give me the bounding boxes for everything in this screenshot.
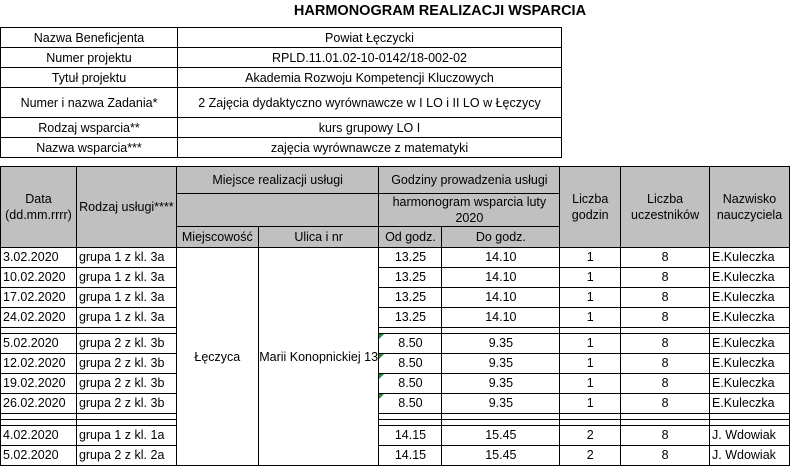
cell-to[interactable]: 9.35 xyxy=(442,354,560,374)
info-row xyxy=(1,48,562,68)
cell-date[interactable]: 24.02.2020 xyxy=(1,308,77,328)
info-label: Nazwa Beneficjenta xyxy=(1,28,178,48)
cell-participants[interactable]: 8 xyxy=(621,288,710,308)
cell-date[interactable]: 10.02.2020 xyxy=(1,268,77,288)
info-row xyxy=(1,28,562,48)
cell-hour-count[interactable]: 1 xyxy=(560,248,621,268)
cell-date[interactable]: 5.02.2020 xyxy=(1,334,77,354)
info-value[interactable]: kurs grupowy LO I xyxy=(178,118,562,138)
cell-service-type[interactable]: grupa 2 z kl. 3b xyxy=(76,334,176,354)
cell-teacher[interactable]: E.Kuleczka xyxy=(710,354,790,374)
project-info-table xyxy=(0,27,562,158)
cell-hour-count[interactable]: 1 xyxy=(560,394,621,414)
cell-street[interactable]: Marii Konopnickiej 13 xyxy=(258,248,379,466)
cell-date[interactable]: 12.02.2020 xyxy=(1,354,77,374)
cell-participants[interactable]: 8 xyxy=(621,394,710,414)
info-value[interactable]: Powiat Łęczycki xyxy=(178,28,562,48)
table-row xyxy=(1,334,790,354)
cell-to[interactable]: 9.35 xyxy=(442,334,560,354)
page-title: HARMONOGRAM REALIZACJI WSPARCIA xyxy=(293,3,587,19)
cell-service-type[interactable]: grupa 1 z kl. 3a xyxy=(76,248,176,268)
cell-participants[interactable]: 8 xyxy=(621,354,710,374)
info-row xyxy=(1,68,562,88)
column-header-service-type: Rodzaj usługi**** xyxy=(76,167,176,248)
schedule-table xyxy=(0,166,790,466)
cell-to[interactable]: 14.10 xyxy=(442,268,560,288)
cell-hour-count[interactable]: 1 xyxy=(560,288,621,308)
cell-date[interactable]: 4.02.2020 xyxy=(1,426,77,446)
cell-from[interactable]: 13.25 xyxy=(379,288,442,308)
cell-teacher[interactable]: E.Kuleczka xyxy=(710,308,790,328)
cell-teacher[interactable]: E.Kuleczka xyxy=(710,268,790,288)
info-value[interactable]: zajęcia wyrównawcze z matematyki xyxy=(178,138,562,158)
table-row xyxy=(1,288,790,308)
cell-teacher[interactable]: E.Kuleczka xyxy=(710,394,790,414)
column-header-date: Data (dd.mm.rrrr) xyxy=(1,167,77,248)
cell-service-type[interactable]: grupa 2 z kl. 3b xyxy=(76,354,176,374)
cell-service-type[interactable]: grupa 1 z kl. 3a xyxy=(76,308,176,328)
cell-service-type[interactable]: grupa 1 z kl. 3a xyxy=(76,268,176,288)
column-header-street: Ulica i nr xyxy=(258,227,379,248)
table-row xyxy=(1,426,790,446)
info-label: Numer i nazwa Zadania* xyxy=(1,88,178,118)
cell-hour-count[interactable]: 1 xyxy=(560,354,621,374)
cell-service-type[interactable]: grupa 2 z kl. 3b xyxy=(76,394,176,414)
cell-date[interactable]: 3.02.2020 xyxy=(1,248,77,268)
table-row xyxy=(1,354,790,374)
cell-teacher[interactable]: J. Wdowiak xyxy=(710,426,790,446)
cell-to[interactable]: 14.10 xyxy=(442,288,560,308)
cell-participants[interactable]: 8 xyxy=(621,308,710,328)
cell-to[interactable]: 14.10 xyxy=(442,308,560,328)
cell-teacher[interactable]: E.Kuleczka xyxy=(710,248,790,268)
column-header-location: Miejsce realizacji usługi xyxy=(176,167,379,194)
cell-service-type[interactable]: grupa 1 z kl. 1a xyxy=(76,426,176,446)
info-value[interactable]: 2 Zajęcia dydaktyczno wyrównawcze w I LO i II LO w Łęczycy xyxy=(178,88,562,118)
cell-date[interactable]: 17.02.2020 xyxy=(1,288,77,308)
table-row xyxy=(1,248,790,268)
info-label: Numer projektu xyxy=(1,48,178,68)
column-header-location-blank xyxy=(176,194,379,227)
cell-service-type[interactable]: grupa 1 z kl. 3a xyxy=(76,288,176,308)
cell-from[interactable]: 14.15 xyxy=(379,426,442,446)
cell-date[interactable]: 5.02.2020 xyxy=(1,446,77,466)
cell-from[interactable]: 14.15 xyxy=(379,446,442,466)
cell-from[interactable]: 8.50 xyxy=(379,354,442,374)
cell-teacher[interactable]: E.Kuleczka xyxy=(710,334,790,354)
cell-date[interactable]: 19.02.2020 xyxy=(1,374,77,394)
table-row xyxy=(1,308,790,328)
cell-teacher[interactable]: E.Kuleczka xyxy=(710,288,790,308)
cell-hour-count[interactable]: 1 xyxy=(560,268,621,288)
cell-to[interactable]: 15.45 xyxy=(442,426,560,446)
cell-date[interactable]: 26.02.2020 xyxy=(1,394,77,414)
cell-participants[interactable]: 8 xyxy=(621,268,710,288)
column-header-to: Do godz. xyxy=(442,227,560,248)
info-label: Rodzaj wsparcia** xyxy=(1,118,178,138)
cell-participants[interactable]: 8 xyxy=(621,248,710,268)
column-header-from: Od godz. xyxy=(379,227,442,248)
cell-from[interactable]: 8.50 xyxy=(379,374,442,394)
cell-hour-count[interactable]: 2 xyxy=(560,426,621,446)
cell-participants[interactable]: 8 xyxy=(621,426,710,446)
info-row xyxy=(1,118,562,138)
cell-hour-count[interactable]: 2 xyxy=(560,446,621,466)
info-value[interactable]: Akademia Rozwoju Kompetencji Kluczowych xyxy=(178,68,562,88)
cell-teacher[interactable]: E.Kuleczka xyxy=(710,374,790,394)
info-row xyxy=(1,138,562,158)
column-header-hours: Godziny prowadzenia usługi xyxy=(379,167,560,194)
cell-hour-count[interactable]: 1 xyxy=(560,334,621,354)
column-header-participants: Liczba uczestników xyxy=(621,167,710,248)
cell-from[interactable]: 8.50 xyxy=(379,394,442,414)
column-header-city: Miejscowość xyxy=(176,227,258,248)
table-row xyxy=(1,374,790,394)
cell-from[interactable]: 13.25 xyxy=(379,268,442,288)
cell-participants[interactable]: 8 xyxy=(621,334,710,354)
info-value[interactable]: RPLD.11.01.02-10-0142/18-002-02 xyxy=(178,48,562,68)
table-row xyxy=(1,446,790,466)
cell-from[interactable]: 13.25 xyxy=(379,248,442,268)
cell-teacher[interactable]: J. Wdowiak xyxy=(710,446,790,466)
table-row xyxy=(1,394,790,414)
cell-participants[interactable]: 8 xyxy=(621,446,710,466)
cell-service-type[interactable]: grupa 2 z kl. 2a xyxy=(76,446,176,466)
cell-to[interactable]: 9.35 xyxy=(442,394,560,414)
cell-to[interactable]: 15.45 xyxy=(442,446,560,466)
header-row xyxy=(1,167,790,194)
cell-service-type[interactable]: grupa 2 z kl. 3b xyxy=(76,374,176,394)
cell-to[interactable]: 9.35 xyxy=(442,374,560,394)
cell-hour-count[interactable]: 1 xyxy=(560,374,621,394)
table-row xyxy=(1,268,790,288)
cell-from[interactable]: 13.25 xyxy=(379,308,442,328)
cell-to[interactable]: 14.10 xyxy=(442,248,560,268)
column-header-schedule: harmonogram wsparcia luty 2020 xyxy=(379,194,560,227)
cell-participants[interactable]: 8 xyxy=(621,374,710,394)
info-label: Nazwa wsparcia*** xyxy=(1,138,178,158)
cell-city[interactable]: Łęczyca xyxy=(176,248,258,466)
cell-hour-count[interactable]: 1 xyxy=(560,308,621,328)
info-row xyxy=(1,88,562,118)
column-header-teacher: Nazwisko nauczyciela xyxy=(710,167,790,248)
column-header-hour-count: Liczba godzin xyxy=(560,167,621,248)
cell-from[interactable]: 8.50 xyxy=(379,334,442,354)
info-label: Tytuł projektu xyxy=(1,68,178,88)
